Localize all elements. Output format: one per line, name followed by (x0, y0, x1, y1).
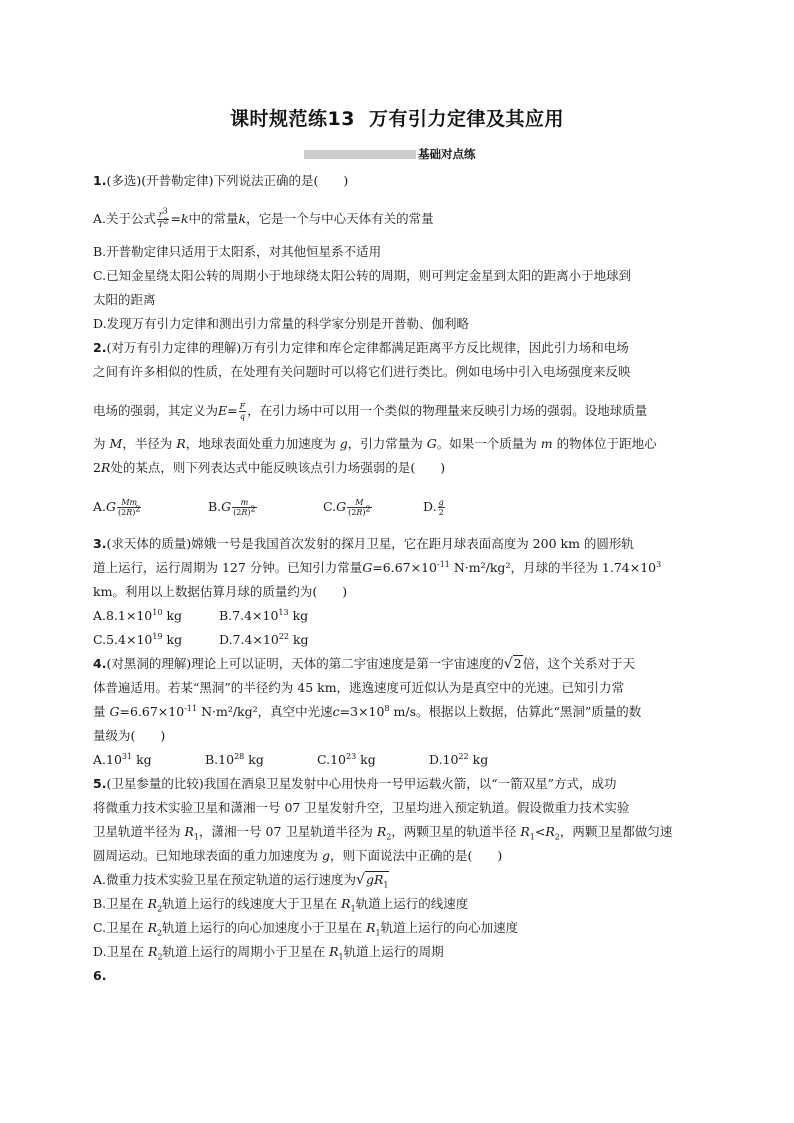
sqrt-gR1-symbol: $√gR_1$ (356, 872, 389, 890)
q5-option-a: A.微重力技术实验卫星在预定轨道的运行速度为$√gR_1$ (93, 872, 389, 890)
q2-option-d: D. $\frac{g}{2}$ (423, 498, 444, 517)
q2-number: 2. (93, 340, 107, 355)
section-divider-bar (304, 150, 416, 159)
q2-option-a: A.G $\frac{Mm}{(2R)^2}$ (93, 498, 141, 517)
page-title (0, 104, 794, 131)
section-label: 基础对点练 (418, 147, 476, 161)
q2-line4: 为 M，半径为 R，地球表面处重力加速度为 g，引力常量为 G。如果一个质量为 m 的物体位于距地心 (93, 436, 657, 451)
q1-option-a: A.关于公式 $\frac{r^3}{T^2}$ =k中的常量k，它是一个与中心天体有关的常量 (93, 206, 434, 229)
kepler-formula: $\frac{r^3}{T^2}$ (158, 206, 169, 229)
q4-option-c: $C.10^{23}$ kg (317, 751, 376, 767)
q4-line3: 量 $G=6.67\times 10^{-11}$ N·m²/kg²，真空中光速$c=3\times 10^8$ m/s。根据以上数据，估算此“黑洞”质量的数 (93, 703, 642, 719)
q2-option-c: C.G $\frac{M}{(2R)^2}$ (323, 498, 371, 517)
q3-option-d: $D.7.4\times 10^{22}$ kg (219, 631, 309, 647)
q5-option-b: B.卫星在 $R_2$轨道上运行的线速度大于卫星在 $R_1$轨道上运行的线速度 (93, 896, 469, 914)
q3-option-a: $A.8.1\times 10^{10}$ kg (93, 607, 183, 623)
q4-line4: 量级为( ) (93, 728, 166, 743)
q2-line3: 电场的强弱，其定义为E= $\frac{F}{q}$ ，在引力场中可以用一个类似的物理量来反映引力场的强弱。设地球质量 (93, 402, 648, 421)
q5-line4: 圆周运动。已知地球表面的重力加速度为 g，则下面说法中正确的是( ) (93, 848, 503, 863)
field-definition-formula: $\frac{F}{q}$ (239, 402, 246, 421)
q4-option-d: $D.10^{22}$ kg (429, 751, 489, 767)
q1-option-c-line2: 太阳的距离 (93, 292, 156, 307)
q4-options (93, 752, 713, 768)
sqrt-2-symbol: √2 (503, 656, 522, 672)
q5-number: 5. (93, 776, 107, 791)
q3-line1: 3.(求天体的质量)嫦娥一号是我国首次发射的探月卫星，它在距月球表面高度为 200 km 的圆形轨 (93, 536, 634, 551)
q3-options-row1 (93, 608, 713, 624)
q6-number: 6. (93, 968, 107, 983)
q4-number: 4. (93, 656, 107, 671)
q1-stem: 1.(多选)(开普勒定律)下列说法正确的是( ) (93, 173, 349, 188)
q3-line3: km。利用以上数据估算月球的质量约为( ) (93, 584, 348, 599)
q2-line5: 2R处的某点，则下列表达式中能反映该点引力场强弱的是( ) (93, 460, 446, 475)
q4-line2: 体普遍适用。若某“黑洞”的半径约为 45 km，逃逸速度可近似认为是真空中的光速。已知引力常 (93, 680, 625, 695)
q4-line1: 4.(对黑洞的理解)理论上可以证明，天体的第二宇宙速度是第一宇宙速度的√2倍，这个关系对于天 (93, 656, 636, 672)
q6-stem (93, 968, 713, 984)
q5-option-d: D.卫星在 $R_2$轨道上运行的周期小于卫星在 $R_1$轨道上运行的周期 (93, 944, 444, 962)
q5-line2: 将微重力技术实验卫星和潇湘一号 07 卫星发射升空，卫星均进入预定轨道。假设微重力技术实验 (93, 800, 630, 815)
q3-line2: 道上运行，运行周期为 127 分钟。已知引力常量$G=6.67\times 10^{-11}$ N·m²/kg²，月球的半径为 $1.74\times 10^3$ (93, 559, 662, 575)
q1-number: 1. (93, 173, 107, 188)
title-topic: 万有引力定律及其应用 (368, 108, 564, 130)
q2-line1: 2.(对万有引力定律的理解)万有引力定律和库仑定律都满足距离平方反比规律，因此引力场和电场 (93, 340, 629, 355)
q5-line3: 卫星轨道半径为 $R_1$，潇湘一号 07 卫星轨道半径为 $R_2$，两颗卫星的轨道半径 $R_1<R_2$，两颗卫星都做匀速 (93, 824, 673, 842)
q4-option-b: $B.10^{28}$ kg (205, 751, 264, 767)
q1-option-d: D.发现万有引力定律和测出引力常量的科学家分别是开普勒、伽利略 (93, 316, 470, 331)
q1-option-c-line1: C.已知金星绕太阳公转的周期小于地球绕太阳公转的周期，则可判定金星到太阳的距离小于地球到 (93, 268, 632, 283)
q3-options-row2 (93, 632, 713, 648)
q3-number: 3. (93, 536, 107, 551)
title-lesson-number: 课时规范练13 (230, 108, 355, 130)
q2-line2: 之间有许多相似的性质，在处理有关问题时可以将它们进行类比。例如电场中引入电场强度来反映 (93, 364, 631, 379)
q4-option-a: $A.10^{31}$ kg (93, 751, 152, 767)
q3-option-c: $C.5.4\times 10^{19}$ kg (93, 631, 183, 647)
q1-option-b: B.开普勒定律只适用于太阳系，对其他恒星系不适用 (93, 244, 382, 259)
q5-option-c: C.卫星在 $R_2$轨道上运行的向心加速度小于卫星在 $R_1$轨道上运行的向心加速度 (93, 920, 519, 938)
q3-option-b: $B.7.4\times 10^{13}$ kg (219, 607, 309, 623)
q2-options (93, 498, 713, 520)
q2-option-b: B.G $\frac{m}{(2R)^2}$ (208, 498, 256, 517)
q5-line1: 5.(卫星参量的比较)我国在酒泉卫星发射中心用快舟一号甲运载火箭，以“一箭双星”方式，成功 (93, 776, 617, 791)
